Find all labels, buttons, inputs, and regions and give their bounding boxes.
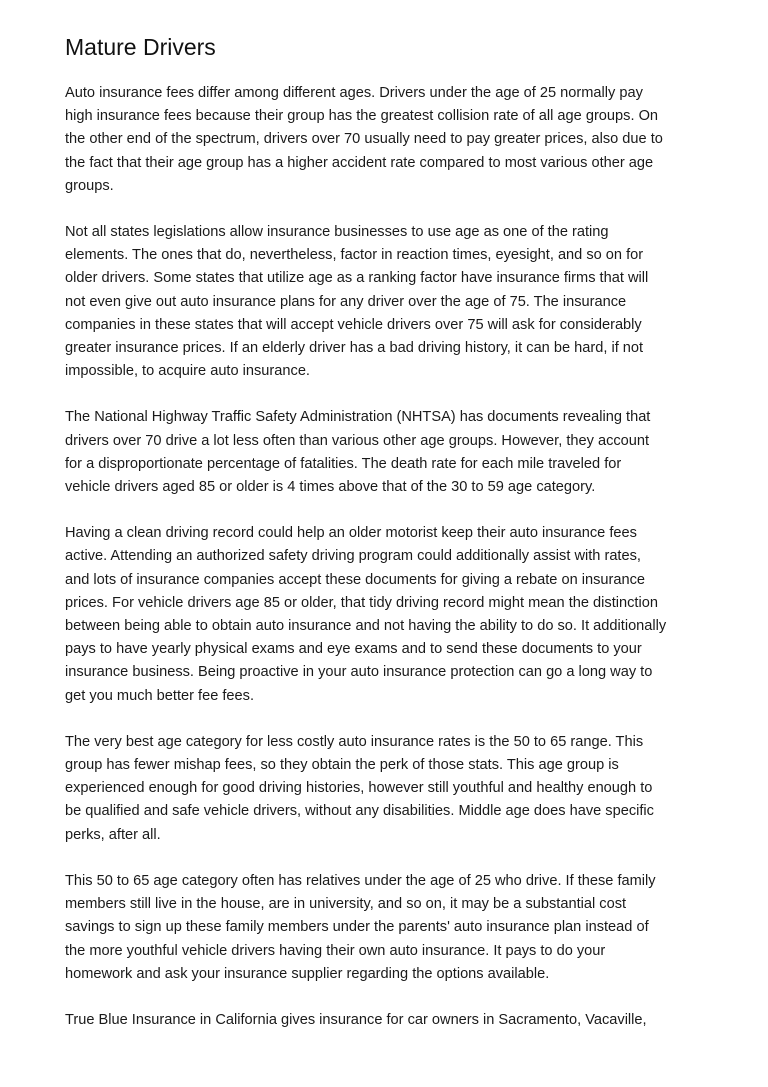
text-line: not even give out auto insurance plans for any driver over the age of 75. The insurance [65, 293, 627, 310]
text-line: group has fewer mishap fees, so they obtain the perk of those stats. This age group is [65, 757, 619, 774]
text-line: prices. For vehicle drivers age 85 or older, that tidy driving record might mean the distinction [65, 594, 658, 611]
text-line: The very best age category for less costly auto insurance rates is the 50 to 65 range. This [65, 733, 644, 750]
text-line: active. Attending an authorized safety driving program could additionally assist with rates, [65, 548, 641, 565]
paragraph [65, 522, 710, 708]
text-line: perks, after all. [65, 826, 161, 843]
document-page [65, 32, 710, 1055]
text-line: insurance business. Being proactive in your auto insurance protection can go a long way to [65, 664, 653, 681]
text-line: and lots of insurance companies accept these documents for giving a rebate on insurance [65, 571, 646, 588]
text-line: drivers over 70 drive a lot less often than various other age groups. However, they account [65, 432, 650, 449]
text-line: impossible, to acquire auto insurance. [65, 363, 310, 380]
text-line: Auto insurance fees differ among different ages. Drivers under the age of 25 normally pay [65, 85, 643, 101]
text-line: The National Highway Traffic Safety Administration (NHTSA) has documents revealing that [65, 409, 651, 426]
text-line: homework and ask your insurance supplier regarding the options available. [65, 965, 550, 982]
paragraph [65, 82, 710, 198]
text-line: companies in these states that will accept vehicle drivers over 75 will ask for considerably [65, 316, 642, 333]
text-line: the more youthful vehicle drivers having their own auto insurance. It pays to do your [65, 942, 606, 959]
text-line: older drivers. Some states that utilize age as a ranking factor have insurance firms that will [65, 270, 649, 287]
text-line: greater insurance prices. If an elderly driver has a bad driving history, it can be hard, if not [65, 340, 644, 357]
text-line: pays to have yearly physical exams and eye exams and to send these documents to your [65, 641, 642, 658]
text-line: elements. The ones that do, nevertheless, factor in reaction times, eyesight, and so on for [65, 247, 644, 264]
text-line: the fact that their age group has a higher accident rate compared to most various other age [65, 154, 654, 171]
text-line: Not all states legislations allow insurance businesses to use age as one of the rating [65, 224, 609, 241]
text-line: This 50 to 65 age category often has relatives under the age of 25 who drive. If these family [65, 872, 656, 889]
text-line: Having a clean driving record could help an older motorist keep their auto insurance fees [65, 525, 637, 542]
paragraph [65, 731, 710, 847]
text-line: vehicle drivers aged 85 or older is 4 times above that of the 30 to 59 age category. [65, 479, 596, 496]
text-line: between being able to obtain auto insurance and not having the ability to do so. It additionally [65, 618, 667, 635]
paragraph [65, 406, 710, 499]
document-body [65, 82, 710, 1032]
text-line: experienced enough for good driving histories, however still youthful and healthy enough to [65, 780, 653, 797]
text-line: the other end of the spectrum, drivers over 70 usually need to pay greater prices, also due to [65, 131, 663, 148]
text-line: for a disproportionate percentage of fatalities. The death rate for each mile traveled for [65, 455, 622, 472]
paragraph [65, 870, 710, 986]
text-line: members still live in the house, are in university, and so on, it may be a substantial cost [65, 896, 627, 913]
paragraph [65, 221, 710, 383]
text-line: get you much better fee fees. [65, 687, 255, 704]
document-title: Mature Drivers [65, 34, 216, 60]
paragraph [65, 1009, 710, 1032]
text-line: savings to sign up these family members under the parents' auto insurance plan instead of [65, 919, 649, 936]
text-line: be qualified and safe vehicle drivers, without any disabilities. Middle age does have specific [65, 803, 654, 820]
text-line: groups. [65, 177, 114, 194]
text-line: True Blue Insurance in California gives insurance for car owners in Sacramento, Vacaville, [65, 1011, 647, 1028]
text-line: high insurance fees because their group has the greatest collision rate of all age groups. On [65, 108, 659, 125]
